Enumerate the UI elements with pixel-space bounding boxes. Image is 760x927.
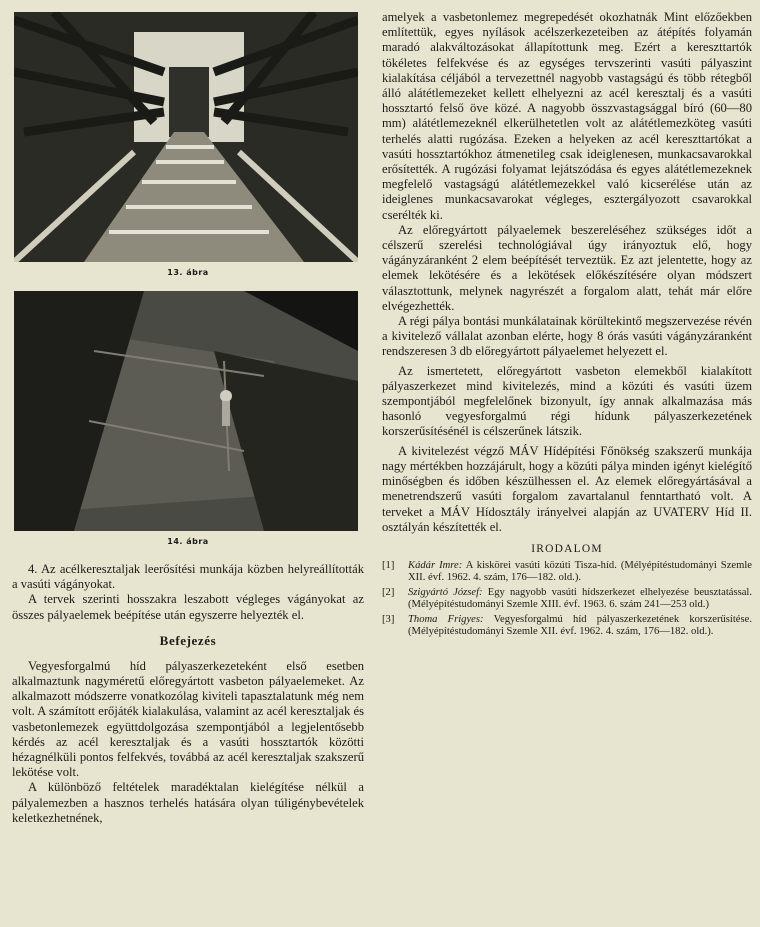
paragraph: A tervek szerinti hosszakra leszabott végleges vágányokat az összes pályaelemek beépítése után egyszerre helyezték el. (12, 592, 364, 622)
right-column (382, 10, 752, 640)
reference-text: Vegyesforgalmú híd pályaszerkezetének korszerűsítése. (Mélyépítéstudományi Szemle XII. évf. 1962. 4. szám, 176—182. old.). (408, 613, 752, 637)
reference-number: [2] (382, 586, 395, 598)
reference-item (382, 614, 752, 639)
reference-text: Egy nagyobb vasúti hídszerkezet elhelyezése beusztatással. (Mélyépítéstudományi Szemle XIII. évf. 1963. 6. szám 241—253 old.) (408, 586, 753, 611)
paragraph: Az ismertetett, előregyártott vasbeton elemekből kialakított pályaszerkezet mind kivitelezés, mind a közúti és vasúti üzem szempontjából megfelelőnek bizonyult, így annak alkalmazása más hasonló vegyesforgalmú régi hídunk pályaszerkezetének korszerűsítésénél is célszerűnek látszik. (382, 363, 752, 439)
references-list (382, 560, 752, 638)
reference-item (382, 587, 752, 612)
reference-author: Kádár Imre: (408, 559, 463, 571)
paragraph: Az előregyártott pályaelemek beszereléséhez szükséges időt a célszerű szerelési technológiával úgy irányoztuk elő, hogy vágányzáranként 2 elem beépítését terveztük. Ez azt jelentette, hogy az elemek lekötésére és a lekötések előkészítésére olyan módszert választottunk, melynek nagyrészét a forgalom alatt, tehát már előre elvégezhették. (382, 222, 752, 313)
reference-number: [1] (382, 559, 395, 571)
bridge-deck-closeup-photo-icon (14, 291, 358, 531)
section-title: Befejezés (159, 632, 217, 648)
left-text-block (12, 562, 364, 826)
paragraph: amelyek a vasbetonlemez megrepedését okozhatnák Mint előzőekben említettük, egyes nyílások acélszerkezeteiben az átépítés folyamán maradó alakváltozásokat állapítottunk meg. Ezért a kereszttartók tökéletes felfekvése és az egységes tervszerinti vasúti pályaszint kialakítása céljából a tervezettnél nagyobb vastagságú és több rétegből álló alátétlemezeket kellett elhelyezni az acél keresztalj és a vasúti hossztartó felső öve közé. A nagyobb összvastagsággal bíró (60—80 mm) alátétlemezeknél elkerülhetetlen volt az alátétlemezköteg vasúti terhelés alatti rugózása. Ezeken a helyeken az acél kereszttartókat a vasúti hossztartókhoz átmenetileg csak ideiglenesen, munkacsavarokkal erősítették. A rugózási folyamat lejátszódása és egyes alátétlemezeknek megfelelő vastagságú alátétlemezekkel való kicserélése után az ideiglenes munkacsavarokat végleges, esztergályozott csavarokkal cserélték ki. (382, 10, 752, 222)
paragraph: Vegyesforgalmú híd pályaszerkezeteként első esetben alkalmaztunk nagyméretű előregyártott vasbeton pályaelemeket. Az alkalmazott módszerre vonatkozólag kiviteli tapasztalatunk még nem volt. A számított erőjáték kialakulása, valamint az acél keresztaljak és vasbetonlemezek együttdolgozása szempontjából a legjelentősebb kérdés az acél keresztaljak és a vasúti hossztartók közötti hézagnélküli pontos felfekvés, továbbá az acél keresztaljak szakszerű lekötése volt. (12, 658, 364, 780)
reference-number: [3] (382, 613, 395, 625)
reference-text: A kiskörei vasúti közúti Tisza-híd. (Mélyépítéstudományi Szemle XII. évf. 1962. 4. szám, 176—182. old.). (408, 559, 752, 584)
paragraph: A különböző feltételek maradéktalan kielégítése nélkül a pályalemezben a hasznos terhelés hatására olyan túligénybevételek keletkezhetnének, (12, 780, 364, 825)
reference-author: Szigyártó József: (408, 586, 483, 598)
left-column (12, 12, 364, 826)
reference-author: Thoma Frigyes: (408, 613, 484, 625)
paragraph: A kivitelezést végző MÁV Hídépítési Főnökség szakszerű munkája nagy mértékben hozzájárult, hogy a közúti pálya minden igényt kielégítő minőségben és időben készülhessen el. Az elemek előregyártásával a menetrendszerű vasúti forgalom zavartalanul fenntartható volt. A terveket a MÁV Hídosztály irányelvei alapján az UVATERV Híd II. osztályán készítették el. (382, 443, 752, 534)
references-title: IRODALOM (531, 542, 603, 555)
reference-item (382, 560, 752, 585)
figure-14-caption: 14. ábra (167, 537, 209, 546)
bridge-steel-structure-photo-icon (14, 12, 358, 262)
paragraph: A régi pálya bontási munkálatainak körültekintő megszervezése révén a kivitelező vállalat azonban elérte, hogy 8 órás vasúti vágányzáranként rendszeresen 3 db előregyártott pályaelemet helyezett el. (382, 314, 752, 359)
figure-13-caption: 13. ábra (167, 268, 209, 277)
paragraph: 4. Az acélkeresztaljak leerősítési munkája közben helyreállították a vasúti vágányokat. (12, 562, 364, 592)
